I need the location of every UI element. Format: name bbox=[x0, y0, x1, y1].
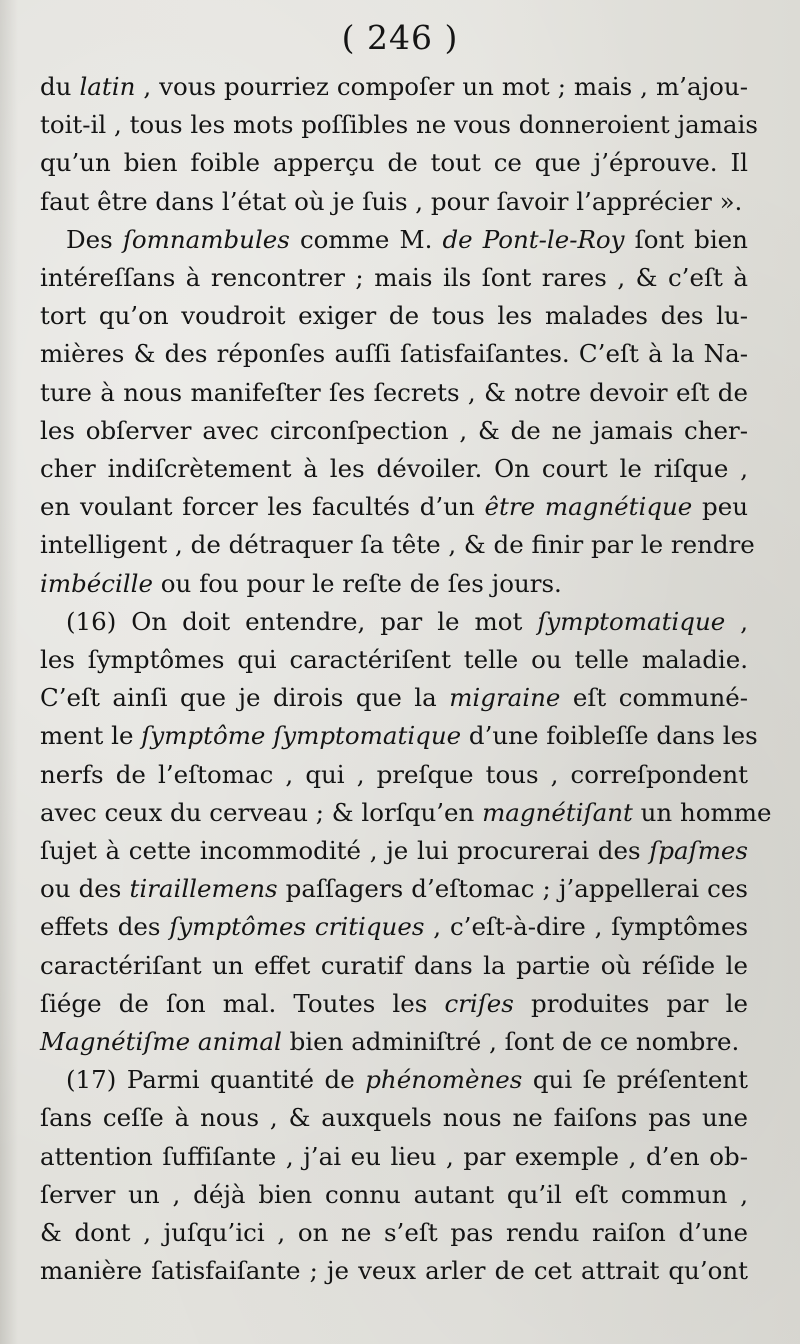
text-run: & dont , juſqu’ici , on ne s’eſt pas rendu raiſon d’une bbox=[40, 1218, 748, 1247]
text-line bbox=[40, 1138, 748, 1176]
text-line bbox=[40, 717, 758, 755]
text-line bbox=[40, 870, 748, 908]
text-run: (16) On doit entendre, par le mot bbox=[66, 606, 538, 636]
text-line bbox=[40, 412, 748, 450]
text-run: ſiége de ſon mal. Toutes les bbox=[40, 988, 445, 1018]
italic-text: ſpaſmes bbox=[649, 836, 748, 865]
text-line bbox=[66, 221, 748, 259]
text-run: effets des bbox=[40, 912, 170, 942]
text-line bbox=[40, 832, 748, 870]
italic-text: imbécille bbox=[40, 568, 153, 598]
text-run: mières & des réponſes auſſi ſatisfaiſantes. C’eſt à la Na- bbox=[40, 339, 748, 369]
text-run: ſans ceſſe à nous , & auxquels nous ne faiſons pas une bbox=[40, 1103, 748, 1133]
text-line bbox=[66, 1061, 748, 1099]
text-line bbox=[40, 985, 748, 1023]
italic-text: migraine bbox=[449, 683, 561, 713]
text-run: peu bbox=[692, 492, 748, 522]
text-run: manière ſatisfaiſante ; je veux arler de cet attrait qu’ont bbox=[40, 1256, 748, 1286]
text-run: comme M. bbox=[289, 224, 443, 254]
text-line bbox=[40, 183, 748, 221]
italic-text: ſymptômes critiques bbox=[169, 912, 425, 942]
text-line bbox=[40, 756, 748, 794]
text-line bbox=[40, 794, 772, 832]
text-line bbox=[40, 450, 748, 488]
text-run: intéreſſans à rencontrer ; mais ils ſont rares , & c’eſt à bbox=[40, 263, 748, 292]
text-line bbox=[40, 1023, 748, 1061]
text-run: toit-il , tous les mots poſſibles ne vous donneroient jamais bbox=[40, 110, 758, 140]
text-run: eſt communé- bbox=[560, 683, 749, 713]
text-line bbox=[40, 68, 748, 106]
text-run: ſujet à cette incommodité , je lui procurerai des bbox=[40, 836, 650, 865]
text-run: cher indiſcrètement à les dévoiler. On court le riſque , bbox=[40, 454, 748, 483]
text-run: tort qu’on voudroit exiger de tous les malades des lu- bbox=[40, 301, 748, 331]
text-run: attention ſuffiſante , j’ai eu lieu , par exemple , d’en ob- bbox=[40, 1141, 748, 1171]
text-line bbox=[40, 259, 748, 297]
text-line bbox=[40, 1176, 748, 1214]
italic-text: criſes bbox=[444, 988, 514, 1018]
italic-text: Magnétiſme animal bbox=[40, 1027, 282, 1056]
text-run: bien adminiſtré , ſont de ce nombre. bbox=[281, 1027, 740, 1056]
italic-text: ſomnambules bbox=[122, 224, 290, 254]
text-line bbox=[40, 297, 748, 335]
text-line bbox=[40, 947, 748, 985]
text-line bbox=[40, 679, 748, 717]
italic-text: magnétiſant bbox=[482, 797, 633, 827]
text-line bbox=[40, 526, 755, 564]
text-run: qu’un bien foible apperçu de tout ce que j’éprouve. Il bbox=[40, 148, 748, 178]
text-run: produites par le bbox=[513, 988, 748, 1018]
text-run: ſont bien bbox=[624, 224, 748, 254]
text-line bbox=[40, 641, 748, 679]
text-line bbox=[40, 1099, 748, 1137]
italic-text: de Pont-le-Roy bbox=[442, 224, 625, 254]
text-run: en voulant forcer les facultés d’un bbox=[40, 492, 485, 522]
text-run: du bbox=[40, 72, 80, 101]
text-run: (17) Parmi quantité de bbox=[66, 1065, 366, 1095]
text-line bbox=[40, 144, 748, 182]
text-run: nerfs de l’eſtomac , qui , preſque tous , correſpondent bbox=[40, 759, 748, 789]
text-run: , c’eſt-à-dire , ſymptômes bbox=[424, 912, 749, 942]
text-line bbox=[40, 335, 748, 373]
text-run: caractériſant un effet curatif dans la partie où réſide le bbox=[40, 950, 748, 980]
italic-text: latin bbox=[79, 72, 136, 101]
text-line bbox=[40, 106, 758, 144]
text-run: ment le bbox=[40, 721, 142, 751]
text-run: un homme bbox=[632, 797, 772, 827]
text-run: ſerver un , déjà bien connu autant qu’il eſt commun , bbox=[40, 1179, 748, 1209]
text-run: ou des bbox=[40, 874, 130, 904]
text-run: intelligent , de détraquer ſa tête , & de finir par le rendre bbox=[40, 530, 755, 560]
text-line bbox=[40, 374, 748, 412]
text-line bbox=[40, 1214, 748, 1252]
text-run: d’une foibleſſe dans les bbox=[461, 721, 758, 751]
text-run: C’eſt ainſi que je dirois que la bbox=[40, 683, 450, 713]
text-line bbox=[40, 488, 748, 526]
text-run: les ſymptômes qui caractériſent telle ou telle maladie. bbox=[40, 645, 748, 674]
text-run: les obſerver avec circonſpection , & de ne jamais cher- bbox=[40, 415, 748, 445]
text-line bbox=[40, 565, 748, 603]
text-run: qui ſe préſentent bbox=[522, 1065, 748, 1095]
text-line bbox=[40, 1252, 748, 1290]
text-run: , vous pourriez compoſer un mot ; mais , m’ajou- bbox=[135, 72, 748, 101]
text-run: , bbox=[725, 606, 748, 636]
text-run: Des bbox=[66, 224, 123, 254]
italic-text: phénomènes bbox=[365, 1065, 523, 1095]
text-line bbox=[40, 908, 748, 946]
text-run: ture à nous manifeſter ſes ſecrets , & notre devoir eſt de bbox=[40, 377, 748, 407]
italic-text: ſymptôme ſymptomatique bbox=[141, 721, 462, 751]
italic-text: être magnétique bbox=[484, 492, 693, 522]
text-run: ou fou pour le reſte de ſes jours. bbox=[152, 568, 562, 598]
page-number: ( 246 ) bbox=[341, 18, 459, 57]
text-run: paſſagers d’eſtomac ; j’appellerai ces bbox=[277, 874, 748, 904]
italic-text: tiraillemens bbox=[129, 874, 278, 904]
italic-text: ſymptomatique bbox=[537, 606, 726, 636]
text-run: avec ceux du cerveau ; & lorſqu’en bbox=[40, 797, 483, 827]
text-run: faut être dans l’état où je ſuis , pour ſavoir l’apprécier ». bbox=[40, 186, 743, 216]
text-line bbox=[66, 603, 748, 641]
